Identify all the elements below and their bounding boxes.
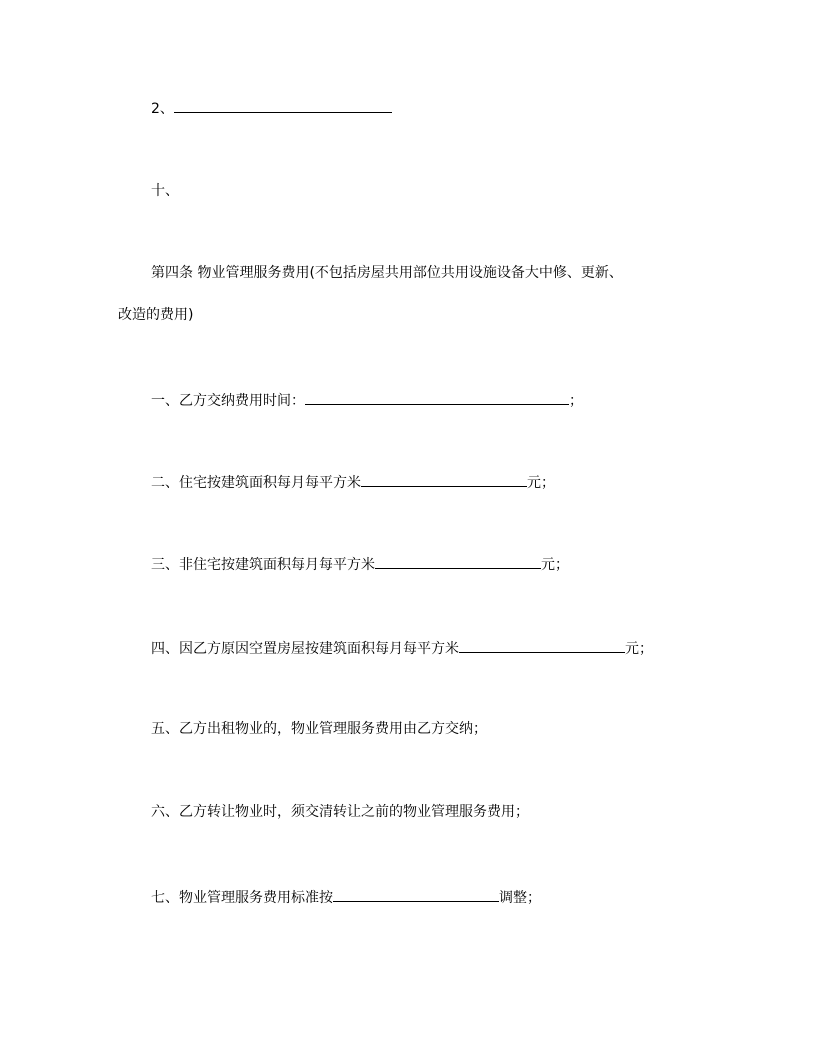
clause-1-blank[interactable] [305,389,569,405]
clause-7-blank[interactable] [333,886,499,902]
clause-7-suffix: 调整； [499,890,541,906]
item-10-label: 十、 [151,183,179,199]
clause-3-label: 三、非住宅按建筑面积每月每平方米 [151,557,375,573]
clause-7-label: 七、物业管理服务费用标准按 [151,890,333,906]
clause-5-text: 五、乙方出租物业的，物业管理服务费用由乙方交纳； [151,721,487,737]
clause-2-blank[interactable] [361,471,527,487]
clause-2-suffix: 元； [527,475,555,491]
item-10 [151,181,179,201]
clause-3 [151,553,569,573]
clause-6-text: 六、乙方转让物业时，须交清转让之前的物业管理服务费用； [151,804,529,820]
clause-4 [151,637,653,657]
clause-6 [151,802,529,822]
article-4-heading-line2 [118,305,193,325]
clause-3-blank[interactable] [375,553,541,569]
clause-1 [151,389,583,409]
clause-2 [151,471,555,491]
clause-5 [151,719,487,739]
article-4-heading-continuation: 改造的费用) [118,307,194,323]
clause-7 [151,886,541,906]
clause-1-suffix: ； [569,393,583,409]
clause-4-suffix: 元； [625,641,653,657]
item-2-blank[interactable] [174,97,392,113]
article-4-heading-text: 第四条 物业管理服务费用(不包括房屋共用部位共用设施设备大中修、更新、 [151,265,623,281]
clause-1-label: 一、乙方交纳费用时间： [151,393,305,409]
clause-2-label: 二、住宅按建筑面积每月每平方米 [151,475,361,491]
clause-4-label: 四、因乙方原因空置房屋按建筑面积每月每平方米 [151,641,459,657]
clause-3-suffix: 元； [541,557,569,573]
clause-4-blank[interactable] [459,637,625,653]
item-2 [151,97,392,117]
item-2-label: 2、 [151,101,174,117]
article-4-heading-line1 [151,263,623,283]
